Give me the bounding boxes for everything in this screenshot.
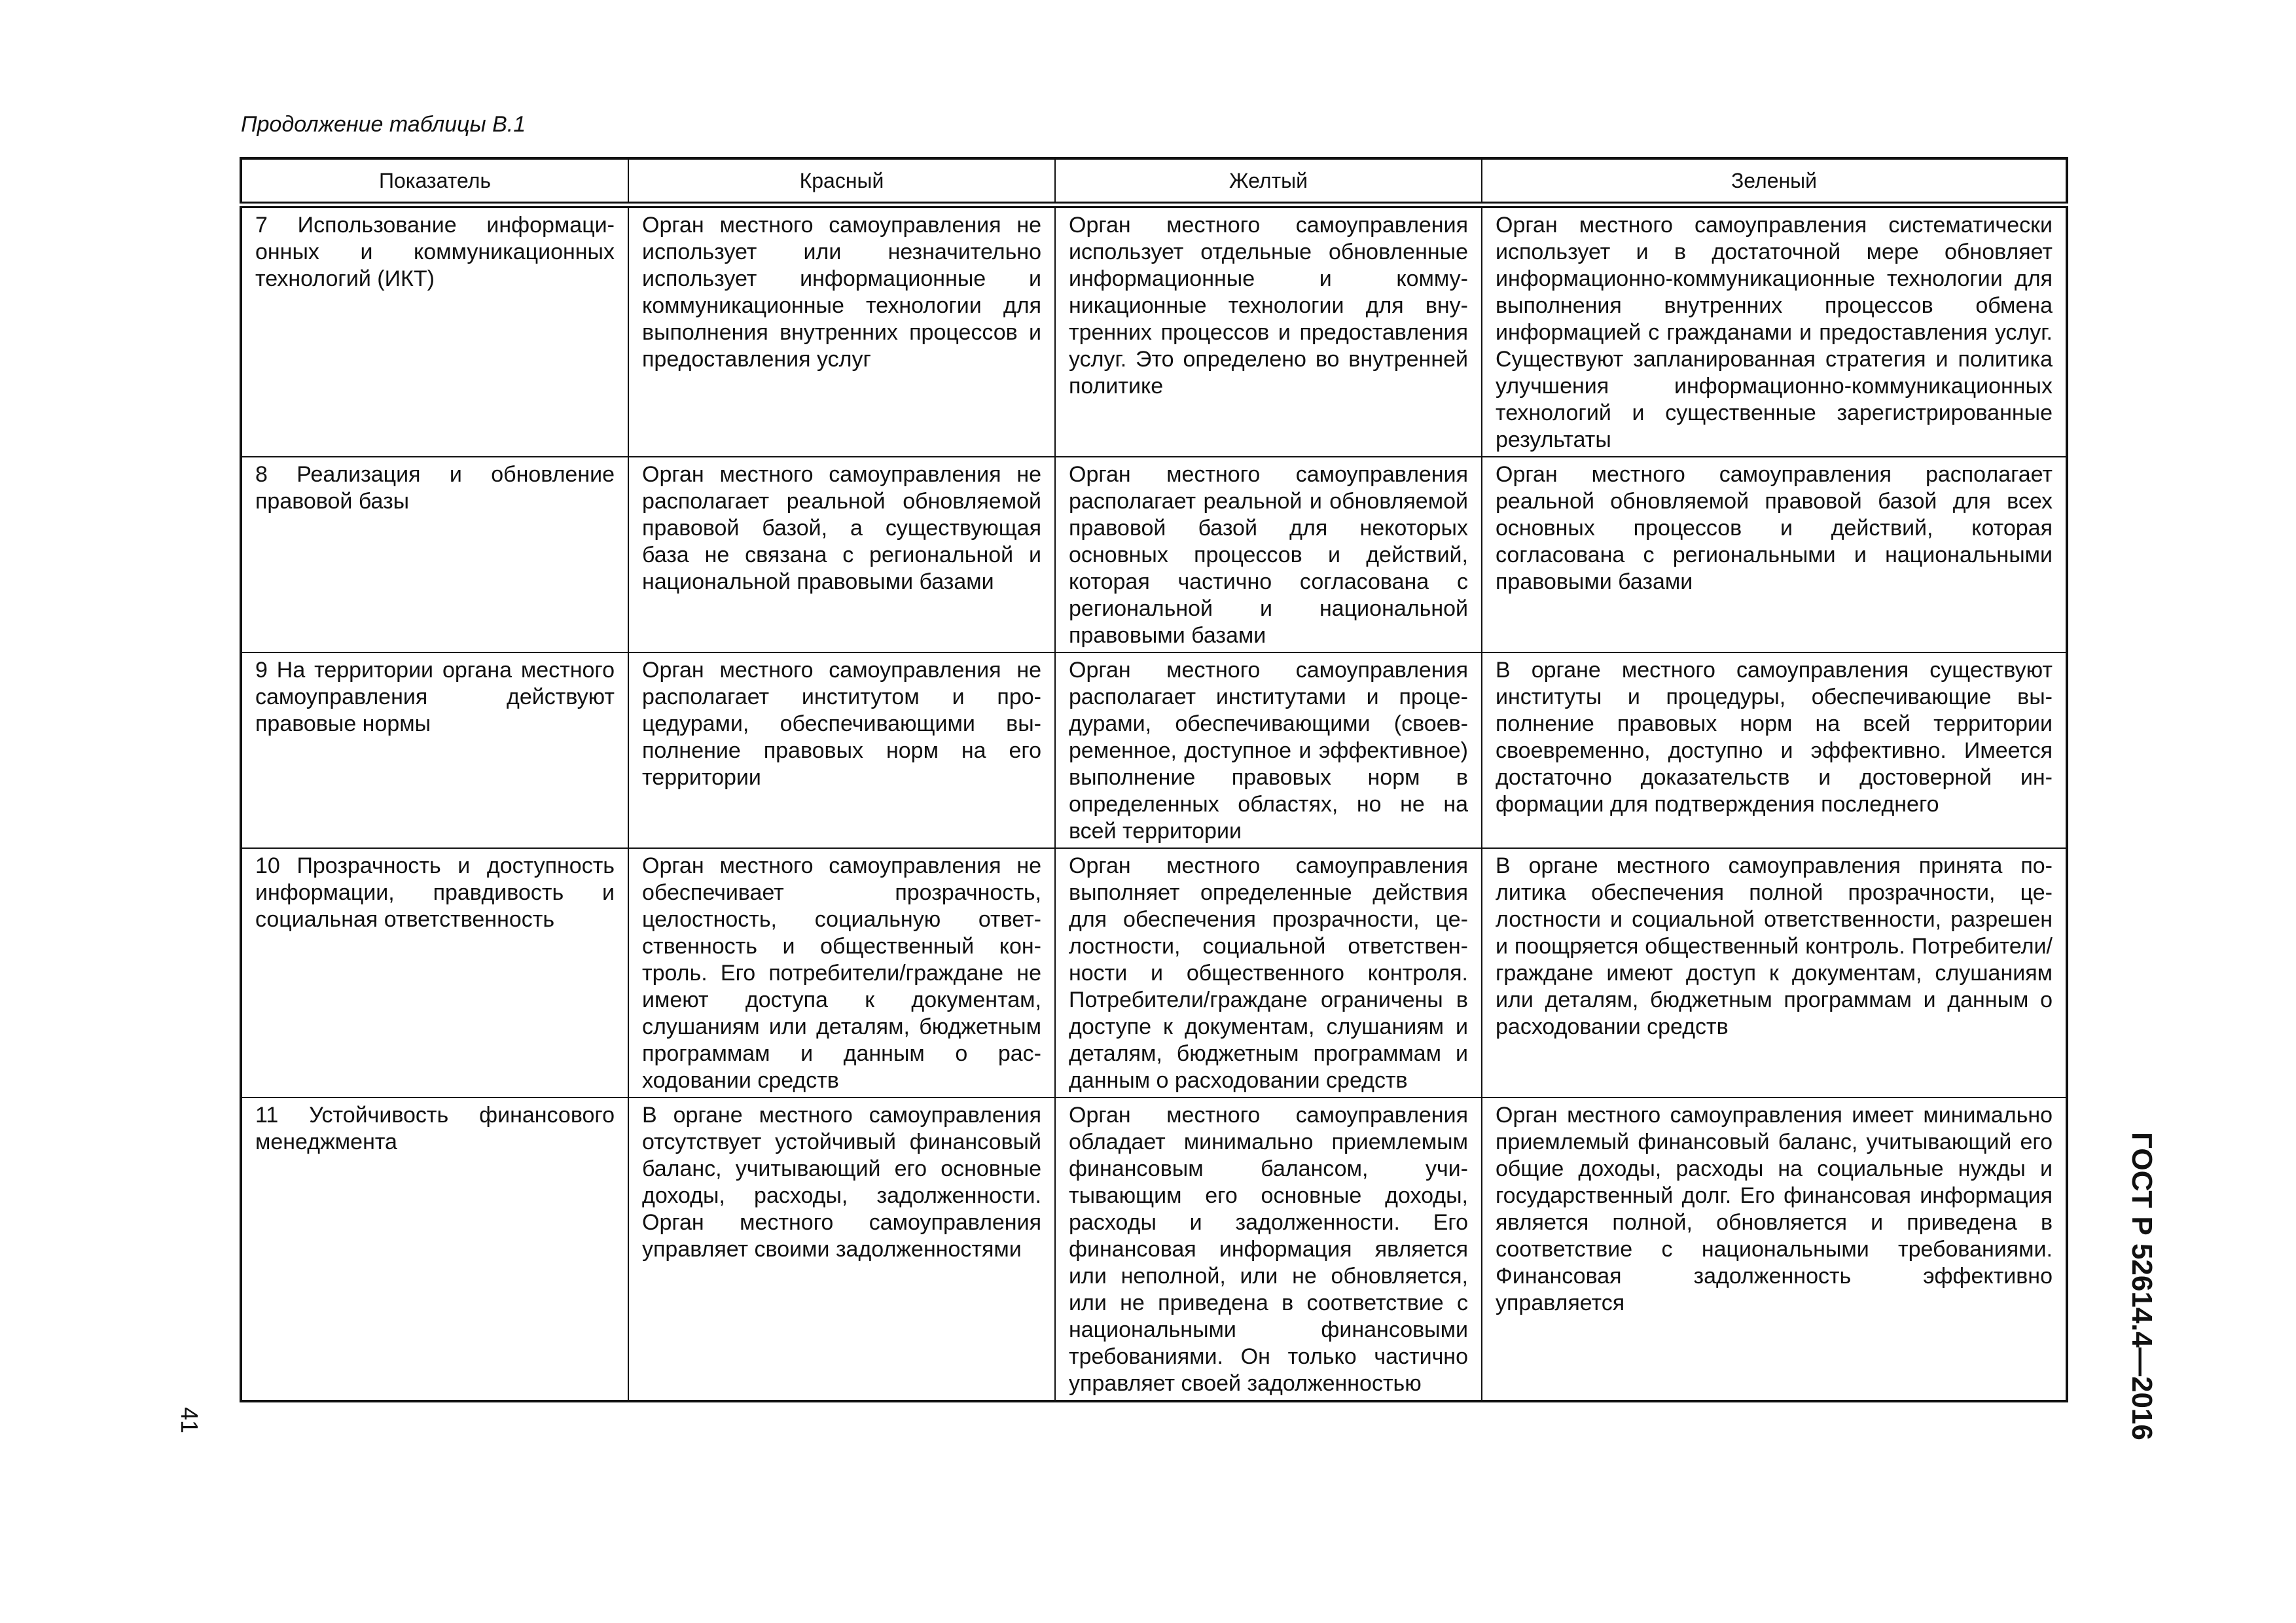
table-row	[241, 457, 2067, 652]
yellow-cell: Орган местного самоуправления обладает минимально приемлемым финансовым балансом, учитывающим его основные доходы, расходы и задолженности. Его финансовая информация является или неполной, или не обновляется, или не приведена в соответствие с национальными финансовыми требованиями. Он только частично управляет своей задолженностью	[1055, 1097, 1482, 1401]
table-row	[241, 1097, 2067, 1401]
red-cell: Орган местного самоуправления не обеспечивает прозрачность, целостность, социальную ответственность и общественный контроль. Его потребители/граждане не имеют доступа к документам, слушаниям или деталям, бюджетным программам и данным о расходовании средств	[628, 848, 1055, 1097]
header-red: Красный	[628, 158, 1055, 205]
indicator-table	[240, 157, 2068, 1402]
table-row	[241, 848, 2067, 1097]
page-number: 41	[176, 1407, 203, 1434]
indicator-cell: 11 Устойчивость финансового менеджмента	[241, 1097, 628, 1401]
table-row	[241, 205, 2067, 457]
yellow-cell: Орган местного самоуправления использует отдельные обновленные информационные и коммуникационные технологии для внутренних процессов и предоставления услуг. Это определено во внутренней политике	[1055, 205, 1482, 457]
green-cell: В органе местного самоуправления принята политика обеспечения полной прозрачности, целостности и социальной ответственности, разрешен и поощряется общественный контроль. Потребители/граждане имеют доступ к документам, слушаниям или деталям, бюджетным программам и данным о расходовании средств	[1482, 848, 2067, 1097]
yellow-cell: Орган местного самоуправления выполняет определенные действия для обеспечения прозрачности, целостности, социальной ответственности и общественного контроля. Потребители/граждане ограничены в доступе к документам, слушаниям и деталям, бюджетным программам и данным о расходовании средств	[1055, 848, 1482, 1097]
indicator-cell: 8 Реализация и обновление правовой базы	[241, 457, 628, 652]
red-cell: Орган местного самоуправления не располагает реальной обновляемой правовой базой, а существующая база не связана с региональной и национальной правовыми базами	[628, 457, 1055, 652]
green-cell: Орган местного самоуправления систематически использует и в достаточной мере обновляет информационно-коммуникационные технологии для выполнения внутренних процессов обмена информацией с гражданами и предоставления услуг. Существуют запланированная стратегия и политика улучшения информационно-коммуникационных технологий и существенные зарегистрированные результаты	[1482, 205, 2067, 457]
yellow-cell: Орган местного самоуправления располагает реальной и обновляемой правовой базой для некоторых основных процессов и действий, которая частично согласована с региональной и национальной правовыми базами	[1055, 457, 1482, 652]
indicator-cell: 7 Использование информационных и коммуникационных технологий (ИКТ)	[241, 205, 628, 457]
red-cell: Орган местного самоуправления не располагает институтом и процедурами, обеспечивающими выполнение правовых норм на его территории	[628, 652, 1055, 848]
header-yellow: Желтый	[1055, 158, 1482, 205]
table-header-row	[241, 158, 2067, 205]
standard-identifier: ГОСТ Р 52614.4—2016	[2126, 1132, 2158, 1440]
header-green: Зеленый	[1482, 158, 2067, 205]
indicator-cell: 10 Прозрачность и доступность информации, правдивость и социальная ответственность	[241, 848, 628, 1097]
table-caption: Продолжение таблицы В.1	[241, 112, 526, 137]
table-row	[241, 652, 2067, 848]
indicator-cell: 9 На территории органа местного самоуправления действуют правовые нормы	[241, 652, 628, 848]
header-indicator: Показатель	[241, 158, 628, 205]
red-cell: В органе местного самоуправления отсутствует устойчивый финансовый баланс, учитывающий его основные доходы, расходы, задолженности. Орган местного самоуправления управляет своими задолженностями	[628, 1097, 1055, 1401]
green-cell: Орган местного самоуправления располагает реальной обновляемой правовой базой для всех основных процессов и действий, которая согласована с региональными и национальными правовыми базами	[1482, 457, 2067, 652]
green-cell: В органе местного самоуправления существуют институты и процедуры, обеспечивающие выполнение правовых норм на всей территории своевременно, доступно и эффективно. Имеется достаточно доказательств и достоверной информации для подтверждения последнего	[1482, 652, 2067, 848]
yellow-cell: Орган местного самоуправления располагает институтами и процедурами, обеспечивающими (своевременное, доступное и эффективное) выполнение правовых норм в определенных областях, но не на всей территории	[1055, 652, 1482, 848]
green-cell: Орган местного самоуправления имеет минимально приемлемый финансовый баланс, учитывающий его общие доходы, расходы на социальные нужды и государственный долг. Его финансовая информация является полной, обновляется и приведена в соответствие с национальными требованиями. Финансовая задолженность эффективно управляется	[1482, 1097, 2067, 1401]
red-cell: Орган местного самоуправления не использует или незначительно использует информационные и коммуникационные технологии для выполнения внутренних процессов и предоставления услуг	[628, 205, 1055, 457]
